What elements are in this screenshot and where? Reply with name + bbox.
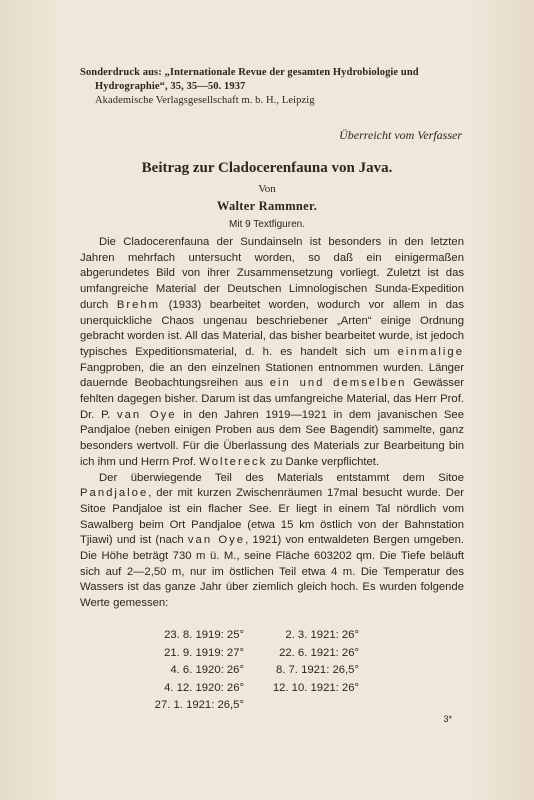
author-name: Walter Rammner. xyxy=(216,199,318,213)
temperature-value: 8. 7. 1921: 26,5° xyxy=(275,664,359,676)
byline: Von xyxy=(258,183,276,195)
temperature-value: 27. 1. 1921: 26,5° xyxy=(154,699,244,711)
text-run: Der überwiegende Teil des Materials entstammt dem Sitoe xyxy=(99,471,464,484)
temperature-value: 12. 10. 1921: 26° xyxy=(272,681,359,694)
author-dedication: Überreicht vom Verfasser xyxy=(339,128,462,142)
temperature-value: 22. 6. 1921: 26° xyxy=(279,646,359,659)
text-run: in den Jahren 1919—1921 in dem javanischen See Pandjaloe (neben einigen Proben aus dem See Bagendit) sammelte, ganz besonders wertvoll. Für die Überlassung des Materials zur Bearbeitung bin ich ihm und Herrn Prof. xyxy=(80,408,464,468)
text-run: , der mit kurzen Zwischenräumen 17mal besucht wurde. Der Sitoe Pandjaloe ist ein flacher See. Er liegt in einem Tal nördlich vom Sawalberg beim Ort Pandjaloe (etwa 15 km östlich von der Bahnstation Tjiawi) und ist (nach xyxy=(80,487,464,547)
spaced-name: Woltereck xyxy=(199,455,268,468)
text-run: (1933) bearbeitet worden, wodurch vor allem in das unerquickliche Chaos ungenau beschriebener „Arten“ einige Ordnung gebracht worden ist. All das Material, das bisher bearbeitet wurde, ist jedoch typisches Expeditionsmaterial, d. h. es handelt sich um xyxy=(80,298,464,358)
page-marker: 3* xyxy=(443,714,452,724)
spaced-name: Brehm xyxy=(116,298,161,311)
offprint-source-text: Sonderdruck aus: „Internationale Revue der gesamten Hydrobiologie und xyxy=(80,67,419,78)
figures-note: Mit 9 Textfiguren. xyxy=(229,219,305,230)
text-run: Fangproben, die an den einzelnen Stationen entnommen wurden. Länger dauernde Beobachtungsreihen aus xyxy=(80,361,464,390)
temperature-value: 4. 6. 1920: 26° xyxy=(170,664,244,676)
table-row xyxy=(0,627,534,645)
table-row xyxy=(0,645,534,663)
spaced-name: van Oye xyxy=(187,534,246,547)
text-run: zu Danke verpflichtet. xyxy=(267,455,380,468)
article-title: Beitrag zur Cladocerenfauna von Java. xyxy=(141,160,393,176)
offprint-journal-line xyxy=(95,80,495,94)
text-run: , 1921) von entwaldeten Bergen umgeben. Die Höhe beträgt 730 m ü. M., seine Fläche 603202 qm. Die Tiefe beläuft sich auf 2—2,50 m, nur im östlichen Teil etwa 4 m. Die Temperatur des Wassers ist das ganze Jahr über ziemlich gleich hoch. Es wurden folgende Werte gemessen: xyxy=(80,534,464,610)
temperature-table xyxy=(0,627,534,715)
publisher-line xyxy=(95,94,495,108)
text-run: Gewässer fehlten dagegen bisher. Darum ist das umfangreiche Material, das Herr Prof. Dr. P. xyxy=(80,377,464,421)
spaced-emphasis: ein und demselben xyxy=(269,377,407,390)
offprint-source-line xyxy=(80,66,480,80)
table-row xyxy=(0,697,534,715)
table-row xyxy=(0,662,534,680)
offprint-journal-text: Hydrographie“, 35, 35—50. 1937 xyxy=(95,81,246,92)
temperature-value: 4. 12. 1920: 26° xyxy=(164,681,244,694)
spaced-name: Pandjaloe xyxy=(80,487,149,500)
temperature-value: 23. 8. 1919: 25° xyxy=(164,629,244,641)
paragraph-1 xyxy=(80,235,464,471)
spaced-name: van Oye xyxy=(116,408,177,421)
spaced-emphasis: einmalige xyxy=(397,345,464,358)
text-run: Die Cladocerenfauna der Sundainseln ist besonders in den letzten Jahren mehrfach untersucht worden, so daß ein einigermaßen abgerundetes Bild von ihrer Zusammensetzung vorliegt. Zuletzt ist das umfangreiche Material der Deutschen Limnologischen Sunda-Expedition durch xyxy=(80,236,464,311)
paragraph-2 xyxy=(80,471,464,612)
publisher-text: Akademische Verlagsgesellschaft m. b. H., Leipzig xyxy=(95,95,315,106)
article-body xyxy=(80,235,464,612)
table-row xyxy=(0,680,534,698)
temperature-value: 21. 9. 1919: 27° xyxy=(164,646,244,659)
temperature-value: 2. 3. 1921: 26° xyxy=(285,629,359,641)
